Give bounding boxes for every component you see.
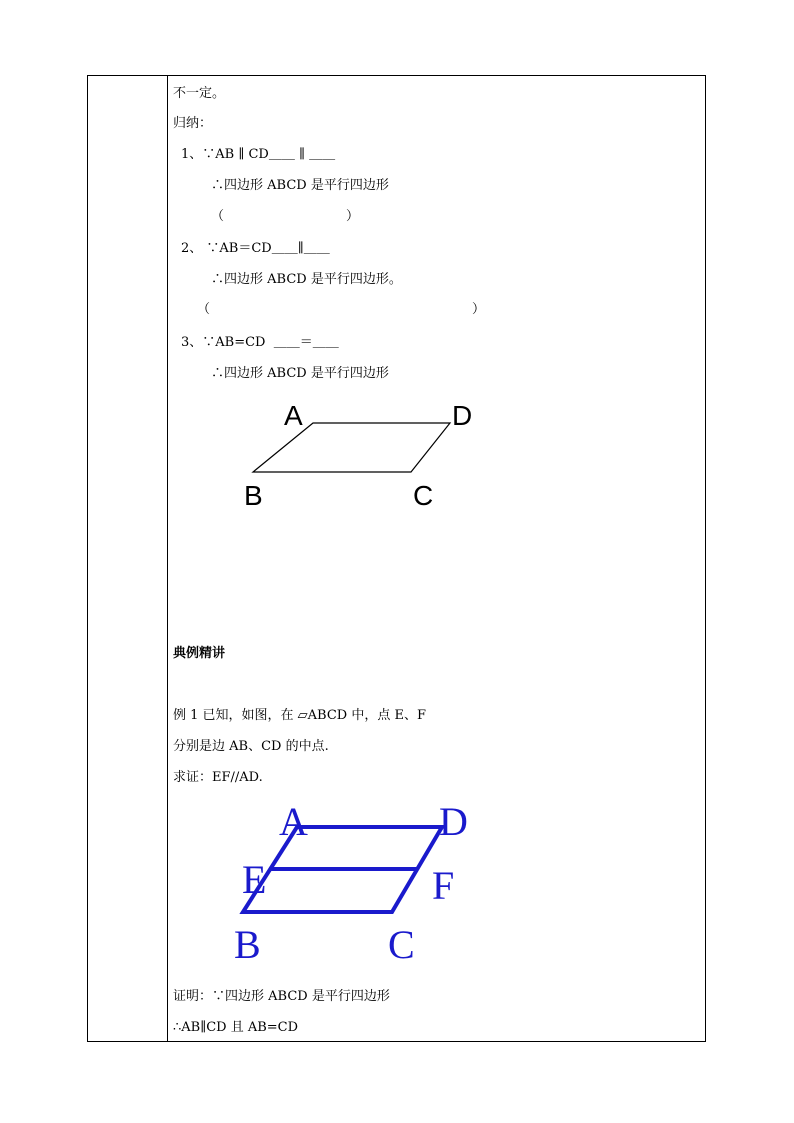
summary-item3-condition: 3、∵AB=CD ＿＿＝＿＿ <box>181 335 339 350</box>
left-column-cell <box>88 76 168 1041</box>
summary-heading: 归纳： <box>173 116 213 131</box>
summary-item1-reason-open: （ <box>211 209 225 224</box>
parallelogram-1-shape <box>253 423 450 472</box>
summary-item2-conclusion: ∴四边形 ABCD 是平行四边形。 <box>211 272 402 287</box>
proof-line1: 证明：∵四边形 ABCD 是平行四边形 <box>173 989 390 1004</box>
summary-item2-reason-close: ） <box>472 302 486 317</box>
example-line2: 分别是边 AB、CD 的中点. <box>173 739 329 754</box>
example-line1: 例 1 已知，如图，在 ▱ABCD 中，点 E、F <box>173 708 426 723</box>
proof-line2: ∴AB∥CD 且 AB=CD <box>173 1020 299 1035</box>
example-line3: 求证：EF//AD. <box>173 770 263 785</box>
example-heading: 典例精讲 <box>173 646 226 661</box>
summary-item2-reason-open: （ <box>197 302 211 317</box>
figure1-label-a: A <box>284 400 303 431</box>
figure2-label-a: A <box>279 799 308 844</box>
parallelogram-figure-1 <box>230 390 490 520</box>
figure1-label-c: C <box>413 480 434 511</box>
summary-item3-conclusion: ∴四边形 ABCD 是平行四边形 <box>211 366 389 381</box>
figure1-label-b: B <box>244 480 263 511</box>
figure2-label-f: F <box>432 863 455 908</box>
figure2-label-e: E <box>242 857 267 902</box>
figure2-label-d: D <box>439 799 468 844</box>
summary-item2-condition: 2、 ∵AB＝CD＿＿∥＿＿ <box>181 241 330 256</box>
figure2-label-b: B <box>234 922 261 967</box>
summary-item1-conclusion: ∴四边形 ABCD 是平行四边形 <box>211 178 389 193</box>
parallelogram-figure-2 <box>225 795 485 970</box>
summary-item1-reason-close: ） <box>346 209 360 224</box>
summary-item1-condition: 1、∵AB ∥ CD＿＿ ∥ ＿＿ <box>181 147 336 162</box>
figure1-label-d: D <box>452 400 473 431</box>
figure2-label-c: C <box>388 922 415 967</box>
not-certain-text: 不一定。 <box>173 86 226 101</box>
